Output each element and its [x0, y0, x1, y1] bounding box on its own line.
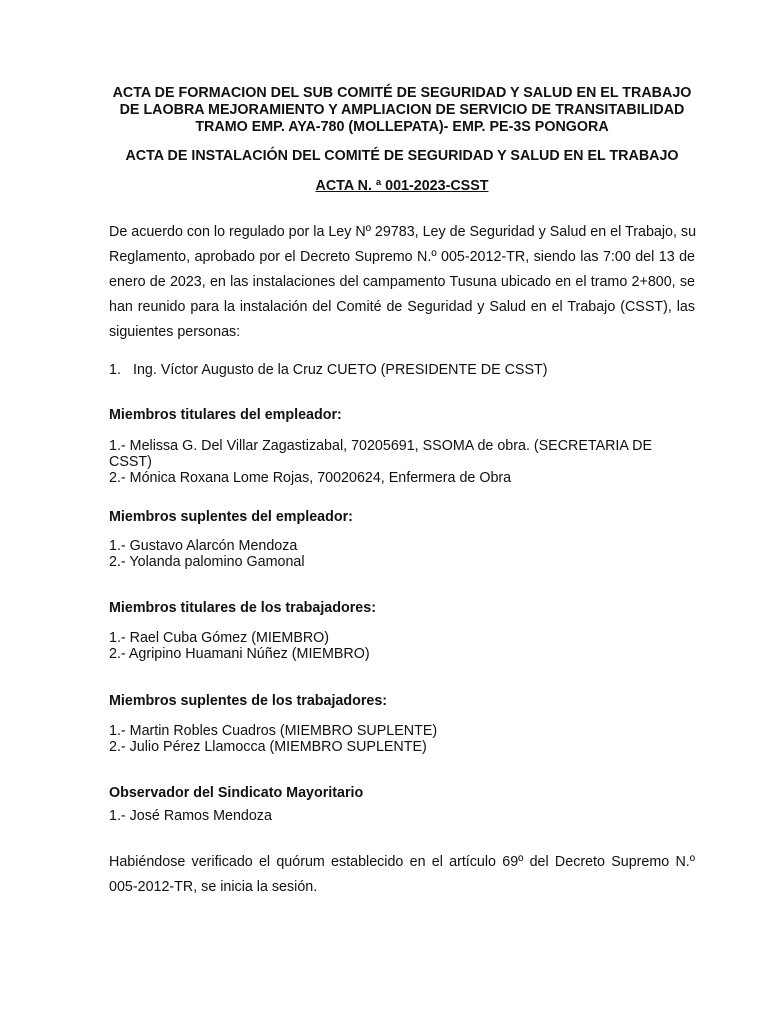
- closing-paragraph: [109, 850, 695, 900]
- list-item: 1.- Rael Cuba Gómez (MIEMBRO): [109, 630, 330, 646]
- president-entry: [109, 362, 547, 378]
- intro-paragraph: [109, 220, 695, 345]
- paragraph-line: siguientes personas:: [109, 324, 241, 340]
- list-number: 1.: [109, 362, 121, 378]
- paragraph-line: Reglamento, aprobado por el Decreto Supremo N.º 005-2012-TR, siendo las 7:00 del 13 de: [109, 249, 695, 265]
- list-item: 2.- Agripino Huamani Núñez (MIEMBRO): [109, 646, 370, 662]
- president-text: Ing. Víctor Augusto de la Cruz CUETO (PRESIDENTE DE CSST): [133, 362, 548, 378]
- paragraph-line: Habiéndose verificado el quórum establecido en el artículo 69º del Decreto Supremo N.º: [109, 854, 695, 870]
- paragraph-line: enero de 2023, en las instalaciones del campamento Tusuna ubicado en el tramo 2+800, se: [109, 274, 695, 290]
- paragraph-line: 005-2012-TR, se inicia la sesión.: [109, 879, 318, 895]
- title-line: TRAMO EMP. AYA-780 (MOLLEPATA)- EMP. PE-3S PONGORA: [195, 119, 609, 135]
- list-item: 2.- Mónica Roxana Lome Rojas, 70020624, Enfermera de Obra: [109, 470, 512, 486]
- list-suplentes-trabajadores: [109, 723, 695, 755]
- title-line: ACTA DE FORMACION DEL SUB COMITÉ DE SEGURIDAD Y SALUD EN EL TRABAJO: [112, 85, 692, 101]
- section-heading-observador: Observador del Sindicato Mayoritario: [109, 785, 364, 801]
- list-item: 2.- Yolanda palomino Gamonal: [109, 554, 305, 570]
- section-heading-suplentes-trabajadores: Miembros suplentes de los trabajadores:: [109, 693, 388, 709]
- list-titulares-trabajadores: [109, 630, 695, 662]
- section-heading-suplentes-empleador: Miembros suplentes del empleador:: [109, 509, 353, 525]
- acta-number: ACTA N. ª 001-2023-CSST: [315, 178, 489, 194]
- list-item: 1.- Martin Robles Cuadros (MIEMBRO SUPLENTE): [109, 723, 438, 739]
- paragraph-line: han reunido para la instalación del Comité de Seguridad y Salud en el Trabajo (CSST), las: [109, 299, 695, 315]
- title-line: DE LAOBRA MEJORAMIENTO Y AMPLIACION DE SERVICIO DE TRANSITABILIDAD: [119, 102, 685, 118]
- list-item: 1.- Melissa G. Del Villar Zagastizabal, 70205691, SSOMA de obra. (SECRETARIA DE CSST): [109, 438, 652, 470]
- list-observador: [109, 808, 695, 824]
- list-item: 1.- Gustavo Alarcón Mendoza: [109, 538, 298, 554]
- list-suplentes-empleador: [109, 538, 695, 570]
- document-title: [109, 85, 695, 136]
- list-item: 1.- José Ramos Mendoza: [109, 808, 272, 824]
- paragraph-line: De acuerdo con lo regulado por la Ley Nº 29783, Ley de Seguridad y Salud en el Trabajo, su: [109, 224, 697, 240]
- section-heading-titulares-empleador: Miembros titulares del empleador:: [109, 407, 342, 423]
- document-subtitle: ACTA DE INSTALACIÓN DEL COMITÉ DE SEGURIDAD Y SALUD EN EL TRABAJO: [125, 148, 679, 164]
- list-titulares-empleador: [109, 438, 669, 486]
- list-item: 2.- Julio Pérez Llamocca (MIEMBRO SUPLENTE): [109, 739, 427, 755]
- section-heading-titulares-trabajadores: Miembros titulares de los trabajadores:: [109, 600, 376, 616]
